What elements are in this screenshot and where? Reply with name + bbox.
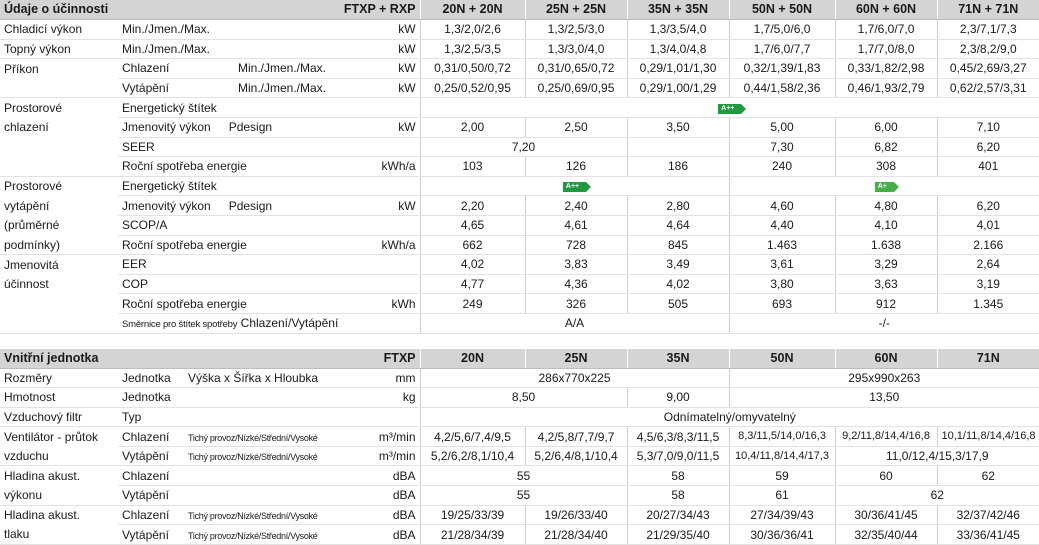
table-cell: 1,7/5,0/6,0	[729, 20, 835, 40]
table-cell: 6,82	[835, 137, 937, 157]
table-cell: 2,3/8,2/9,0	[937, 39, 1039, 59]
table-cell: 2,64	[937, 255, 1039, 275]
row-unit: m³/min	[330, 446, 420, 466]
table-cell: 21/28/34/39	[420, 525, 525, 545]
energy-label-badge: A++	[563, 182, 586, 192]
row-unit: kWh/a	[330, 157, 420, 177]
table-cell: 2,00	[420, 117, 525, 137]
row-detail: Pdesign	[228, 198, 273, 213]
table-row	[0, 235, 1039, 255]
row-label: Rozměry	[0, 368, 118, 388]
row-sublabel: Jednotka	[118, 388, 330, 408]
table-cell: 1,3/3,5/4,0	[627, 20, 729, 40]
model-col-20: 20N	[420, 349, 525, 369]
row-sublabel: Chlazení	[118, 466, 330, 486]
row-sublabel	[118, 117, 330, 137]
table-cell: 240	[729, 157, 835, 177]
table-cell: 32/37/42/46	[937, 505, 1039, 525]
row-label: (průměrné	[4, 218, 60, 233]
table-cell: 19/26/33/40	[525, 505, 627, 525]
table-row	[0, 215, 1039, 235]
model-series-label: FTXP	[330, 349, 420, 369]
table-cell: 55	[420, 466, 627, 486]
table-cell: A/A	[420, 313, 729, 333]
row-sublabel	[118, 313, 420, 333]
table-cell: 286x770x225	[420, 368, 729, 388]
table-cell: 61	[729, 486, 835, 506]
table-cell: 0,29/1,01/1,30	[627, 59, 729, 79]
row-sublabel: Roční spotřeba energie	[118, 294, 330, 314]
table-cell: 3,50	[627, 117, 729, 137]
table-cell: 4,77	[420, 274, 525, 294]
table-cell: 9,00	[627, 388, 729, 408]
table-cell: 4,10	[835, 215, 937, 235]
table-cell: 8,50	[420, 388, 627, 408]
row-label: Příkon	[4, 61, 39, 76]
energy-label-cell	[420, 176, 729, 196]
model-col-35: 35N	[627, 349, 729, 369]
table-row	[0, 117, 1039, 137]
table-row	[0, 486, 1039, 506]
table-row	[0, 78, 1039, 98]
row-label: vytápění	[4, 198, 50, 213]
row-label: Prostorové	[4, 179, 63, 194]
row-unit: kW	[330, 20, 420, 40]
table-cell: 295x990x263	[729, 368, 1039, 388]
row-unit: kW	[330, 117, 420, 137]
model-col-50: 50N + 50N	[729, 0, 835, 20]
row-sublabel: Energetický štítek	[118, 98, 420, 118]
table-cell: 3,83	[525, 255, 627, 275]
row-sublabel: SCOP/A	[118, 215, 420, 235]
table-row	[0, 313, 1039, 333]
row-detail: Min./Jmen./Max.	[184, 78, 330, 98]
row-detail: Chlazení/Vytápění	[240, 315, 339, 330]
section-gap	[0, 333, 1039, 349]
table-cell: 0,25/0,69/0,95	[525, 78, 627, 98]
row-label	[0, 78, 118, 98]
table-cell: 3,61	[729, 255, 835, 275]
row-label: Topný výkon	[0, 39, 118, 59]
row-sublabel: Vytápění	[118, 486, 330, 506]
row-sublabel: Chlazení	[118, 59, 184, 79]
table-cell: 9,2/11,8/14,4/16,8	[835, 427, 937, 447]
row-label: tlaku	[0, 525, 118, 545]
row-unit: kW	[330, 196, 420, 216]
table-cell: 19/25/33/39	[420, 505, 525, 525]
table-cell: 0,62/2,57/3,31	[937, 78, 1039, 98]
table-row	[0, 466, 1039, 486]
table-cell: 32/35/40/44	[835, 525, 937, 545]
efficiency-header-row	[0, 0, 1039, 20]
row-label	[0, 294, 118, 314]
table-cell: 58	[627, 466, 729, 486]
row-label: Ventilátor - průtok	[4, 429, 99, 444]
table-cell: 2,3/7,1/7,3	[937, 20, 1039, 40]
table-cell: 4,2/5,8/7,7/9,7	[525, 427, 627, 447]
row-sublabel: Min./Jmen./Max.	[118, 20, 330, 40]
table-cell: 58	[627, 486, 729, 506]
table-cell: 326	[525, 294, 627, 314]
fan-speeds-label: Tichý provoz/Nízké/Střední/Vysoké	[188, 510, 318, 521]
model-col-25: 25N + 25N	[525, 0, 627, 20]
table-cell: 4,02	[627, 274, 729, 294]
table-cell: 912	[835, 294, 937, 314]
energy-label-badge: A+	[875, 182, 894, 192]
table-cell: 62	[937, 466, 1039, 486]
row-label	[0, 313, 118, 333]
row-unit: mm	[330, 368, 420, 388]
fan-speeds-label: Tichý provoz/Nízké/Střední/Vysoké	[188, 530, 318, 541]
table-cell: 13,50	[729, 388, 1039, 408]
table-cell: 2,50	[525, 117, 627, 137]
table-cell: 1,3/2,5/3,5	[420, 39, 525, 59]
row-unit: dBA	[330, 525, 420, 545]
table-cell: 2.166	[937, 235, 1039, 255]
table-cell: 10,4/11,8/14,4/17,3	[729, 446, 835, 466]
table-cell: 3,19	[937, 274, 1039, 294]
energy-directive-label: Směrnice pro štítek spotřeby	[122, 318, 238, 330]
table-cell: 249	[420, 294, 525, 314]
row-label	[0, 157, 118, 177]
energy-label-cell	[729, 176, 1039, 196]
table-cell: 1,7/6,0/7,7	[729, 39, 835, 59]
fan-speeds-label: Tichý provoz/Nízké/Střední/Vysoké	[188, 432, 318, 443]
table-row	[0, 505, 1039, 525]
table-cell: 1,7/6,0/7,0	[835, 20, 937, 40]
row-label: podmínky)	[0, 235, 118, 255]
row-label: chlazení	[4, 120, 49, 135]
table-cell: 2,80	[627, 196, 729, 216]
row-detail	[184, 427, 330, 447]
table-cell: 3,63	[835, 274, 937, 294]
table-cell: 845	[627, 235, 729, 255]
table-cell: 0,31/0,50/0,72	[420, 59, 525, 79]
row-label: Vzduchový filtr	[0, 407, 118, 427]
row-detail	[184, 446, 330, 466]
table-cell: 308	[835, 157, 937, 177]
row-sublabel-text: Jmenovitý výkon	[122, 120, 211, 135]
model-col-71: 71N	[937, 349, 1039, 369]
efficiency-section-title: Údaje o účinnosti	[0, 0, 330, 20]
energy-label-badge: A++	[718, 104, 741, 114]
table-cell: 4,60	[729, 196, 835, 216]
row-sublabel: Chlazení	[118, 427, 184, 447]
table-cell: 4,64	[627, 215, 729, 235]
table-cell: 5,2/6,4/8,1/10,4	[525, 446, 627, 466]
table-cell: 55	[420, 486, 627, 506]
table-cell: 1,3/4,0/4,8	[627, 39, 729, 59]
table-cell: 7,10	[937, 117, 1039, 137]
row-unit: kWh	[330, 294, 420, 314]
row-unit: dBA	[330, 466, 420, 486]
table-cell: 4,01	[937, 215, 1039, 235]
table-cell: 186	[627, 157, 729, 177]
table-cell: 1.463	[729, 235, 835, 255]
table-cell: 2,20	[420, 196, 525, 216]
row-sublabel: Roční spotřeba energie	[118, 235, 330, 255]
row-detail: Výška x Šířka x Hloubka	[184, 368, 330, 388]
spacer	[0, 333, 1039, 349]
table-cell: 4,5/6,3/8,3/11,5	[627, 427, 729, 447]
table-cell: 401	[937, 157, 1039, 177]
table-row	[0, 176, 1039, 196]
model-col-50: 50N	[729, 349, 835, 369]
table-cell: 0,29/1,00/1,29	[627, 78, 729, 98]
row-sublabel: Energetický štítek	[118, 176, 420, 196]
table-row	[0, 407, 1039, 427]
table-cell: 1.345	[937, 294, 1039, 314]
table-cell: 4,61	[525, 215, 627, 235]
row-label: Hladina akust.	[4, 469, 81, 484]
table-row	[0, 59, 1039, 79]
table-cell: 6,00	[835, 117, 937, 137]
energy-label-cell	[420, 98, 1039, 118]
table-row	[0, 525, 1039, 545]
row-label: Hmotnost	[0, 388, 118, 408]
row-sublabel: Vytápění	[118, 446, 184, 466]
table-cell: 0,46/1,93/2,79	[835, 78, 937, 98]
table-cell: Odnímatelný/omyvatelný	[420, 407, 1039, 427]
row-sublabel: Jednotka	[118, 368, 184, 388]
table-cell: 5,00	[729, 117, 835, 137]
row-sublabel: Chlazení	[118, 505, 184, 525]
row-unit: dBA	[330, 486, 420, 506]
table-row	[0, 427, 1039, 447]
model-series-label: FTXP + RXP	[330, 0, 420, 20]
table-cell: 1,7/7,0/8,0	[835, 39, 937, 59]
row-detail: Pdesign	[228, 120, 273, 135]
row-label: Hladina akust.	[4, 508, 81, 523]
table-row	[0, 274, 1039, 294]
row-sublabel: SEER	[118, 137, 420, 157]
table-cell: 5,3/7,0/9,0/11,5	[627, 446, 729, 466]
row-label: výkonu	[0, 486, 118, 506]
table-row	[0, 196, 1039, 216]
table-cell: 0,33/1,82/2,98	[835, 59, 937, 79]
table-cell: 62	[835, 486, 1039, 506]
table-cell: 3,29	[835, 255, 937, 275]
table-cell: 1,3/3,0/4,0	[525, 39, 627, 59]
table-cell: 30/36/36/41	[729, 525, 835, 545]
table-cell: 4,65	[420, 215, 525, 235]
row-sublabel: COP	[118, 274, 420, 294]
table-cell: 11,0/12,4/15,3/17,9	[835, 446, 1039, 466]
fan-speeds-label: Tichý provoz/Nízké/Střední/Vysoké	[188, 452, 318, 463]
table-row	[0, 39, 1039, 59]
table-row	[0, 98, 1039, 118]
table-cell: 693	[729, 294, 835, 314]
table-cell: 103	[420, 157, 525, 177]
row-detail	[184, 525, 330, 545]
table-row	[0, 157, 1039, 177]
table-cell: 4,02	[420, 255, 525, 275]
row-unit: kW	[330, 78, 420, 98]
row-sublabel: EER	[118, 255, 420, 275]
row-detail: Min./Jmen./Max.	[184, 59, 330, 79]
table-cell: 4,36	[525, 274, 627, 294]
row-unit: kW	[330, 39, 420, 59]
table-cell: -/-	[729, 313, 1039, 333]
table-row	[0, 446, 1039, 466]
table-cell: 59	[729, 466, 835, 486]
table-cell: 662	[420, 235, 525, 255]
model-col-60: 60N	[835, 349, 937, 369]
table-cell: 21/28/34/40	[525, 525, 627, 545]
table-cell: 4,80	[835, 196, 937, 216]
table-cell: 505	[627, 294, 729, 314]
table-cell: 7,20	[420, 137, 627, 157]
table-cell: 0,44/1,58/2,36	[729, 78, 835, 98]
row-label: Jmenovitá	[4, 257, 59, 272]
table-cell: 1.638	[835, 235, 937, 255]
model-col-60: 60N + 60N	[835, 0, 937, 20]
row-unit: dBA	[330, 505, 420, 525]
table-cell	[627, 137, 729, 157]
table-cell: 30/36/41/45	[835, 505, 937, 525]
row-label	[0, 137, 118, 157]
table-cell: 728	[525, 235, 627, 255]
row-sublabel: Vytápění	[118, 525, 184, 545]
table-cell: 1,3/2,0/2,6	[420, 20, 525, 40]
table-cell: 4,40	[729, 215, 835, 235]
table-cell: 0,31/0,65/0,72	[525, 59, 627, 79]
model-col-71: 71N + 71N	[937, 0, 1039, 20]
table-cell: 1,3/2,5/3,0	[525, 20, 627, 40]
table-cell: 60	[835, 466, 937, 486]
table-cell: 4,2/5,6/7,4/9,5	[420, 427, 525, 447]
model-col-20: 20N + 20N	[420, 0, 525, 20]
table-row	[0, 368, 1039, 388]
row-sublabel	[118, 196, 330, 216]
row-unit: kW	[330, 59, 420, 79]
table-cell: 27/34/39/43	[729, 505, 835, 525]
row-sublabel: Vytápění	[118, 78, 184, 98]
table-cell: 2,40	[525, 196, 627, 216]
row-label: účinnost	[4, 277, 49, 292]
row-detail	[184, 505, 330, 525]
row-label: vzduchu	[0, 446, 118, 466]
table-cell: 126	[525, 157, 627, 177]
table-row	[0, 20, 1039, 40]
row-unit: m³/min	[330, 427, 420, 447]
table-row	[0, 137, 1039, 157]
table-cell: 0,45/2,69/3,27	[937, 59, 1039, 79]
table-cell: 6,20	[937, 196, 1039, 216]
table-cell: 33/36/41/45	[937, 525, 1039, 545]
table-row	[0, 255, 1039, 275]
table-cell: 0,32/1,39/1,83	[729, 59, 835, 79]
table-cell: 20/27/34/43	[627, 505, 729, 525]
table-cell: 6,20	[937, 137, 1039, 157]
indoor-header-row	[0, 349, 1039, 369]
indoor-section-title: Vnitřní jednotka	[0, 349, 330, 369]
row-sublabel: Min./Jmen./Max.	[118, 39, 330, 59]
table-cell: 7,30	[729, 137, 835, 157]
table-row	[0, 388, 1039, 408]
table-cell: 0,25/0,52/0,95	[420, 78, 525, 98]
row-sublabel: Roční spotřeba energie	[118, 157, 330, 177]
table-cell: 3,80	[729, 274, 835, 294]
row-unit: kg	[330, 388, 420, 408]
table-cell: 5,2/6,2/8,1/10,4	[420, 446, 525, 466]
table-cell: 8,3/11,5/14,0/16,3	[729, 427, 835, 447]
table-cell: 21/29/35/40	[627, 525, 729, 545]
model-col-25: 25N	[525, 349, 627, 369]
row-unit: kWh/a	[330, 235, 420, 255]
model-col-35: 35N + 35N	[627, 0, 729, 20]
row-label: Chladicí výkon	[0, 20, 118, 40]
row-label: Prostorové	[4, 100, 63, 115]
row-sublabel-text: Jmenovitý výkon	[122, 198, 211, 213]
row-sublabel: Typ	[118, 407, 420, 427]
table-cell: 3,49	[627, 255, 729, 275]
table-row	[0, 294, 1039, 314]
table-cell: 10,1/11,8/14,4/16,8	[937, 427, 1039, 447]
